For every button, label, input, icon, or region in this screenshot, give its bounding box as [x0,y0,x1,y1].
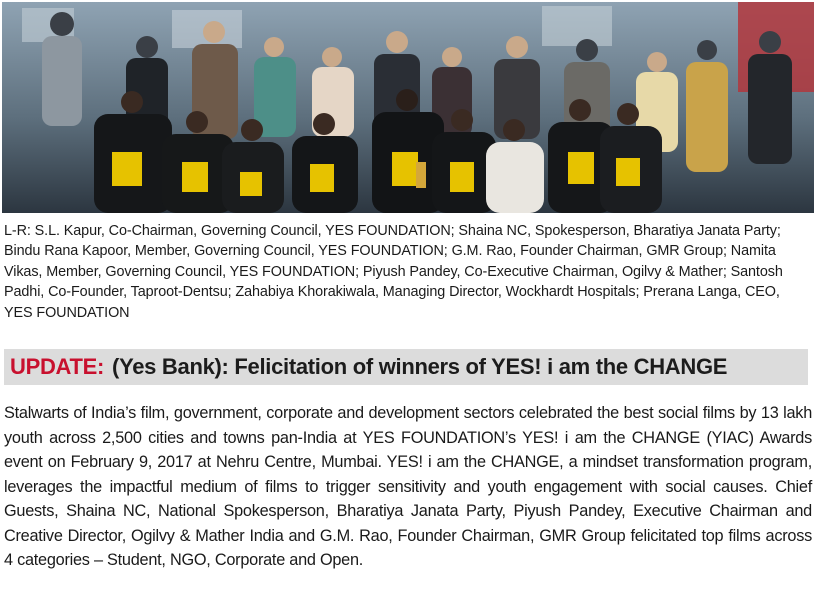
group-photo [2,2,814,213]
update-headline-bar [4,349,808,385]
update-title: (Yes Bank): Felicitation of winners of YES! i am the CHANGE [112,354,728,379]
update-label: UPDATE: [10,354,105,379]
article-body: Stalwarts of India’s film, government, corporate and development sectors celebrated the best social films by 13 lakh youth across 2,500 cities and towns pan-India at YES FOUNDATION’s YES! i am the CHANGE (YIAC) Awards event on February 9, 2017 at Nehru Centre, Mumbai. YES! i am the CHANGE, a mindset transformation program, leverages the impactful medium of films to trigger sensitivity and youth engagement with social causes. Chief Guests, Shaina NC, National Spokesperson, Bharatiya Janata Party, Piyush Pandey, Executive Chairman and Creative Director, Ogilvy & Mather India and G.M. Rao, Founder Chairman, GMR Group felicitated top films across 4 categories – Student, NGO, Corporate and Open. [4,404,812,569]
group-photo-image [2,2,814,213]
photo-caption: L-R: S.L. Kapur, Co-Chairman, Governing Council, YES FOUNDATION; Shaina NC, Spokesperson, Bharatiya Janata Party; Bindu Rana Kapoor, Member, Governing Council, YES FOUNDATION; G.M. Rao, Founder Chairman, GMR Group; Namita Vikas, Member, Governing Council, YES FOUNDATION; Piyush Pandey, Co-Executive Chairman, Ogilvy & Mather; Santosh Padhi, Co-Founder, Taproot-Dentsu; Zahabiya Khorakiwala, Managing Director, Wockhardt Hospitals; Prerana Langa, CEO, YES FOUNDATION [4,223,783,321]
